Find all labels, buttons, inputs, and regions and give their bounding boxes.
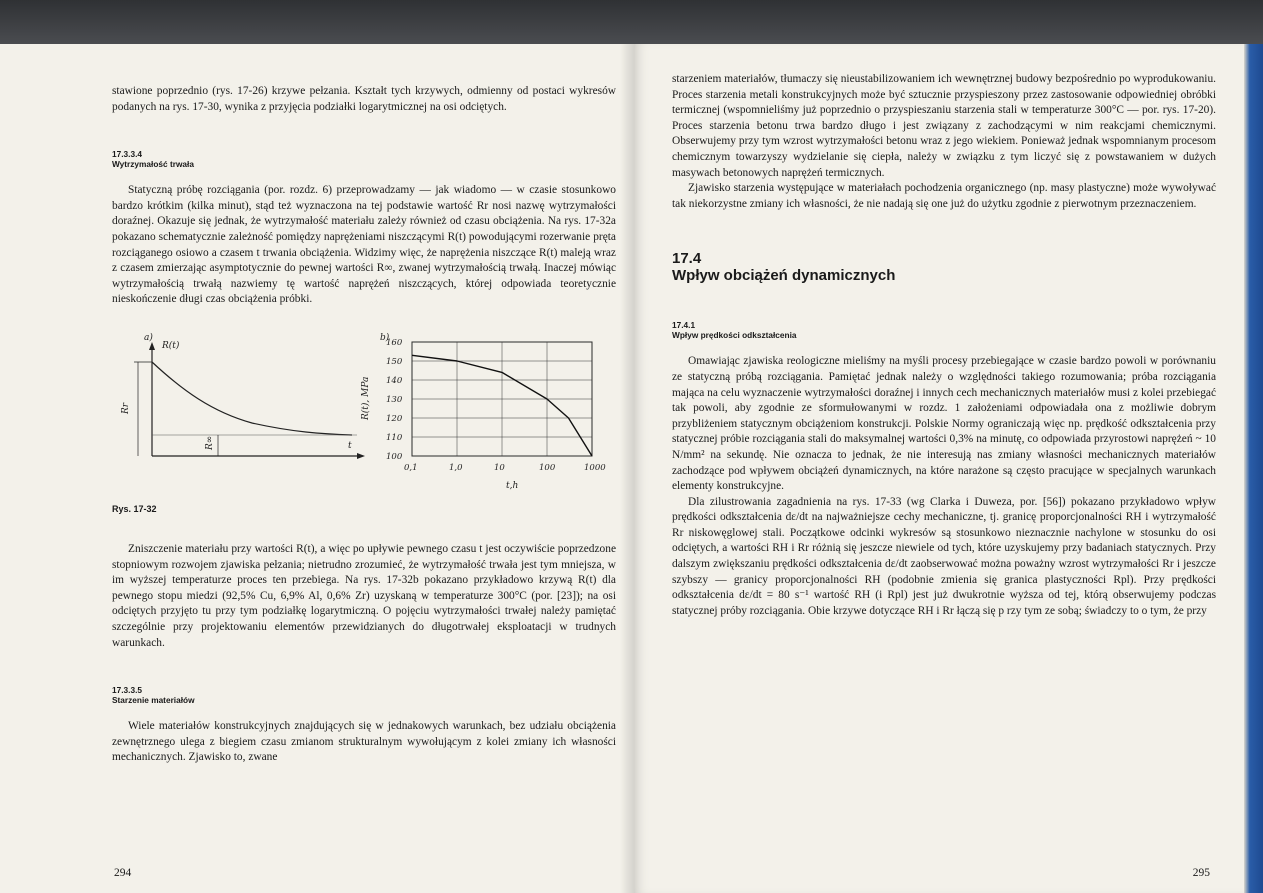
- panel-a-label: a): [144, 332, 153, 343]
- panel-a-x-arrow: [357, 453, 365, 459]
- section-number: 17.4: [672, 250, 702, 268]
- panel-a-y-arrow: [149, 342, 155, 350]
- x-tick-label: 1000: [584, 462, 606, 473]
- page-number-left: 294: [114, 867, 132, 879]
- panel-b-plot: [386, 338, 606, 473]
- panel-b-xlabel: t,h: [506, 480, 519, 491]
- y-tick-label: 140: [386, 375, 403, 386]
- para-static-test: Statyczną próbę rozciągania (por. rozdz. 6) przeprowadzamy — jak wiadomo — w czasie stosunkowo bardzo krótkim (kilka minut), stąd też wyznaczona na tej podstawie wartość Rr nosi nazwę wytrzymałości doraźnej. Okazuje się jednak, że wytrzymałość materiału zależy również od czasu obciążenia. Na rys. 17-32a pokazano schematycznie zależność pomiędzy naprężeniami niszczącymi R(t) powodującymi rozerwanie pręta rozciąganego osiowo a czasem t trwania obciążenia. Widzimy więc, że naprężenia niszczące R(t) maleją wraz z czasem zmierzając asymptotycznie do pewnej wartości R∞, zwanej wytrzymałością trwałą. Inaczej mówiąc wytrzymałością trwałą nazwiemy tę wartość naprężeń niszczących, której odpowiada teoretycznie nieskończenie długi czas obciążenia próbki.: [112, 184, 616, 306]
- para-aging-cont: starzeniem materiałów, tłumaczy się nieustabilizowaniem ich wewnętrznej budowy bezpośrednio po wyprodukowaniu. Proces starzenia metali konstrukcyjnych może być sztucznie przyspieszony przez zastosowanie odpowiedniej obróbki termicznej (wspomnieliśmy już poprzednio o przyspieszaniu starzenia stali w temperaturze 300°C — por. rys. 17-20). Proces starzenia betonu trwa bardzo długo i jest związany z zachodzącymi w nim reakcjami chemicznymi. Obserwujemy przy tym wzrost wytrzymałości betonu wraz z jego wiekiem. Ponieważ jednak wspomnianym procesom chemicznym towarzyszy wydzielanie się ciepła, należy w związku z tym liczyć się z powstawaniem w dużych masywach betonowych naprężeń termicznych.: [672, 73, 1216, 179]
- figure-17-32: [112, 328, 612, 498]
- y-tick-label: 130: [386, 394, 403, 405]
- x-tick-label: 0,1: [404, 462, 418, 473]
- subsection-title: Starzenie materiałów: [112, 695, 195, 706]
- panel-a-t-label: t: [348, 440, 352, 451]
- figure-svg: [112, 328, 612, 498]
- para-rheology: Omawiając zjawiska reologiczne mieliśmy na myśli procesy przebiegające w czasie bardzo powoli w porównaniu ze statyczną próbą rozciągania. Pamiętać jednak należy o względności takiego rozumowania; próba rozciągania mająca na celu wyznaczenie wytrzymałości doraźnej i innych cech mechanicznych materiałów musi z kolei przebiegać tak powoli, aby zgodnie ze sformułowanymi w rozdz. 1 założeniami odpowiadała ona z możliwie dobrym przybliżeniem statycznym obciążeniom konstrukcji. Polskie Normy ograniczają więc np. prędkość odkształcenia przy statycznej próbie rozciągania stali do maksymalnej wartości 0,3% na minutę, co odpowiada przyrostowi naprężeń ~ 10 N/mm² na sekundę. Nie oznacza to jednak, że nie interesują nas zmiany własności mechanicznych materiałów zachodzące pod wpływem obciążeń dynamicznych, na które narażone są często pracujące w specjalnych warunkach elementy konstrukcyjne.: [672, 355, 1216, 493]
- y-tick-label: 150: [386, 356, 403, 367]
- scanner-top-bar: [0, 0, 1263, 44]
- page-number-right: 295: [1192, 867, 1210, 879]
- subsection-title: Wytrzymałość trwała: [112, 159, 194, 170]
- para-destruction: Zniszczenie materiału przy wartości R(t), a więc po upływie pewnego czasu t jest oczywiście poprzedzone stopniowym rozwojem zjawiska pełzania; nietrudno zrozumieć, że wytrzymałość trwała jest tym mniejsza, w im wyższej temperaturze proces ten przebiega. Na rys. 17-32b pokazano przykładowo krzywą R(t) dla pewnego stopu miedzi (92,5% Cu, 6,9% Al, 0,6% Zr) uzyskaną w temperaturze 300°C (por. [23]); na osi odciętych przyjęto tu przy tym podziałkę logarytmiczną. O pojęciu wytrzymałości trwałej należy pamiętać szczególnie przy projektowaniu elementów przewidzianych do długotrwałej eksploatacji w trudnych warunkach.: [112, 542, 616, 649]
- figure-caption: Rys. 17-32: [112, 503, 157, 514]
- subsection-number: 17.3.3.4: [112, 149, 142, 160]
- para-intro: stawione poprzednio (rys. 17-26) krzywe pełzania. Kształt tych krzywych, odmienny od postaci wykresów podanych na rys. 17-30, wynika z przyjęcia podziałki logarytmicznej na osi odciętych.: [112, 85, 616, 113]
- subsection-title: Wpływ prędkości odkształcenia: [672, 330, 797, 341]
- subsection-number: 17.3.3.5: [112, 685, 142, 696]
- subsection-number: 17.4.1: [672, 320, 696, 331]
- panel-b-ylabel: R(t), MPa: [361, 376, 371, 420]
- x-tick-label: 10: [494, 462, 505, 473]
- y-tick-label: 120: [386, 413, 403, 424]
- panel-a-ylabel: R(t): [162, 340, 180, 351]
- para-organic: Zjawisko starzenia występujące w materiałach pochodzenia organicznego (np. masy plastyczne) może wywoływać tak niekorzystne zmiany ich własności, że nie nadają się one już do użytku zgodnie z pierwotnym przeznaczeniem.: [672, 182, 1216, 210]
- book-cover-edge: [1244, 44, 1263, 893]
- subsection-17-4-1: [672, 320, 1216, 340]
- x-tick-label: 100: [539, 462, 556, 473]
- panel-a-rinf-label: R∞: [205, 435, 215, 450]
- para-aging: Wiele materiałów konstrukcyjnych znajdujących się w jednakowych warunkach, bez udziału obciążenia zewnętrznego ulega z biegiem czasu zmianom strukturalnym wywołującym z kolei zmiany ich własności mechanicznych. Zjawisko to, zwane: [112, 720, 616, 764]
- panel-a-curve: [152, 362, 352, 435]
- y-tick-label: 100: [386, 451, 403, 462]
- x-tick-label: 1,0: [449, 462, 463, 473]
- para-illustrate: Dla zilustrowania zagadnienia na rys. 17-33 (wg Clarka i Duweza, por. [56]) pokazano przykładowo wpływ prędkości odkształcenia dε/dt na najważniejsze cechy mechaniczne, tj. granicę proporcjonalności RH i wytrzymałość Rr niskowęglowej stali. Początkowe odcinki wykresów są stosunkowo nieznacznie nachylone w stosunku do osi odciętych, a wartości RH i Rr różnią się jeszcze niewiele od tych, które uzyskujemy przy badaniach statycznych. Przy dalszym zwiększaniu prędkości odkształcenia dε/dt zaobserwować można poważny wzrost wytrzymałości Rr i jeszcze szybszy — granicy proporcjonalności RH (podobnie zmienia się granica plastyczności Rpl). Przy prędkości odkształcenia dε/dt = 80 s⁻¹ wartość RH (i Rpl) jest już dwukrotnie wyższa od tej, którą obserwujemy podczas statycznej próby rozciągania. Obie krzywe dotyczące RH i Rr łączą się p rzy tym ze sobą; świadczy to o tym, że przy: [672, 495, 1216, 617]
- panel-b-label: b): [380, 332, 390, 343]
- y-tick-label: 110: [386, 432, 403, 443]
- subsection-17-3-3-5: [112, 685, 616, 705]
- subsection-17-3-3-4: [112, 149, 616, 169]
- y-tick-label: 160: [386, 337, 403, 348]
- left-page: [0, 44, 634, 893]
- section-title: Wpływ obciążeń dynamicznych: [672, 267, 896, 285]
- right-page: [634, 44, 1244, 893]
- panel-a-rr-label: Rr: [121, 402, 131, 414]
